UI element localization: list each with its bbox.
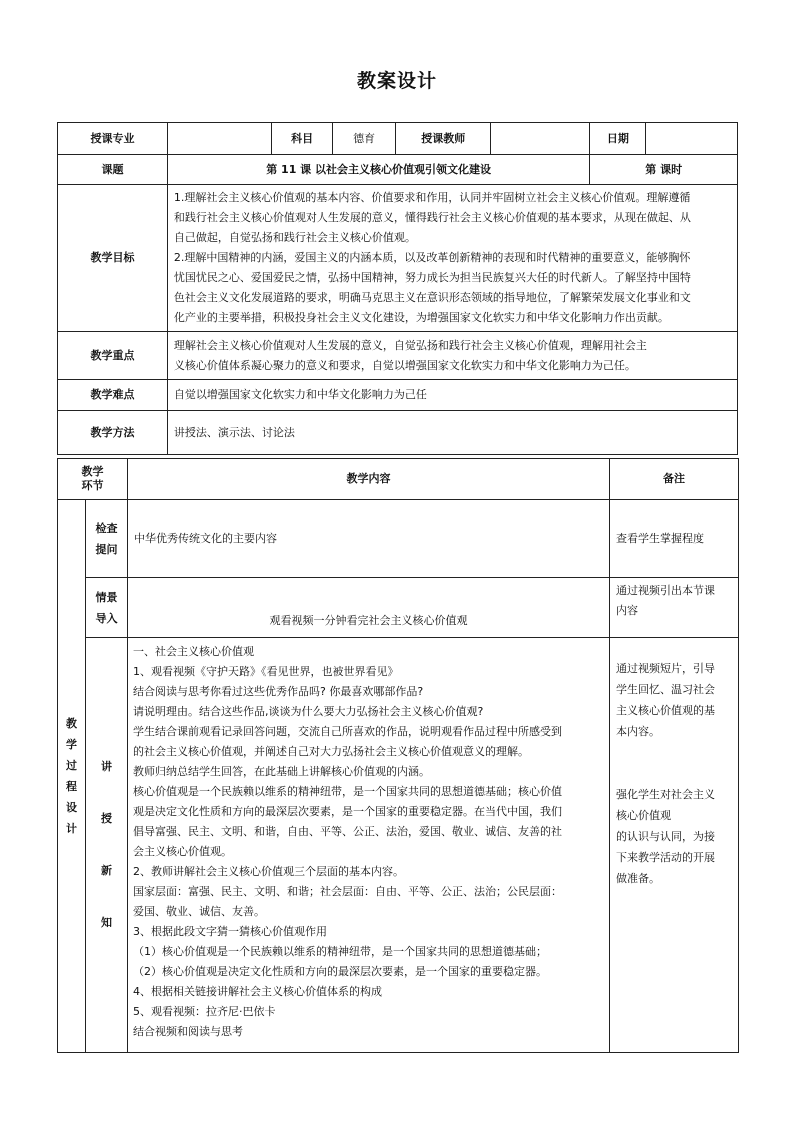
process-char: 过 xyxy=(66,759,77,772)
content-line: 2、教师讲解社会主义核心价值观三个层面的基本内容。 xyxy=(133,865,404,878)
goals-line: 忧国忧民之心、爱国爱民之情，弘扬中国精神，努力成长为担当民族复兴大任的时代新人。了解坚持中国特 xyxy=(173,271,691,284)
goals-line: 化产业的主要举措，积极投身社会主义文化建设，为增强国家文化软实力和中华文化影响力作出贡献。 xyxy=(173,311,669,324)
content-line: 国家层面：富强、民主、文明、和谐；社会层面：自由、平等、公正、法治；公民层面： xyxy=(133,885,562,898)
new-knowledge-content xyxy=(128,638,610,1053)
content-line: 4、根据相关链接讲解社会主义核心价值体系的构成 xyxy=(133,985,382,998)
methods-value: 讲授法、演示法、讨论法 xyxy=(167,411,737,455)
content-line: 核心价值观是一个民族赖以维系的精神纽带，是一个国家共同的思想道德基础；核心价值 xyxy=(133,785,562,798)
subject-value: 德育 xyxy=(332,123,396,155)
key-points-content xyxy=(167,332,737,380)
goals-line: 2.理解中国精神的内涵，爱国主义的内涵本质，以及改革创新精神的表现和时代精神的重要意义，能够胸怀 xyxy=(173,251,691,264)
date-label: 日期 xyxy=(590,123,646,155)
process-char: 学 xyxy=(66,738,77,751)
note-line: 通过视频短片，引导 xyxy=(616,662,715,675)
teacher-value xyxy=(491,123,590,155)
content-header: 教学内容 xyxy=(128,459,610,500)
goals-line: 色社会主义文化发展道路的要求，明确马克思主义在意识形态领域的指导地位，了解繁荣发展文化事业和文 xyxy=(173,291,691,304)
notes-header: 备注 xyxy=(610,459,739,500)
stage-header-line: 教学 xyxy=(81,465,104,478)
teacher-label: 授课教师 xyxy=(396,123,491,155)
key-points-line: 理解社会主义核心价值观对人生发展的意义，自觉弘扬和践行社会主义核心价值观，理解用社会主 xyxy=(173,338,647,352)
methods-label: 教学方法 xyxy=(58,411,168,455)
page-title: 教案设计 xyxy=(356,70,437,92)
content-line: 请说明理由。结合这些作品,谈谈为什么要大力弘扬社会主义核心价值观? xyxy=(133,705,484,718)
content-line: 5、观看视频：拉齐尼·巴依卡 xyxy=(133,1005,276,1018)
major-label: 授课专业 xyxy=(58,123,168,155)
teaching-process-table xyxy=(57,458,739,1053)
check-content: 中华优秀传统文化的主要内容 xyxy=(128,500,610,578)
note-line: 核心价值观 xyxy=(616,809,671,822)
content-line: （1）核心价值观是一个民族赖以维系的精神纽带，是一个国家共同的思想道德基础； xyxy=(133,945,547,958)
difficulties-label: 教学难点 xyxy=(58,380,168,411)
content-line: 观是决定文化性质和方向的最深层次要素，是一个国家的重要稳定器。在当代中国，我们 xyxy=(133,805,562,818)
stage-header xyxy=(58,459,128,500)
lesson-info-table xyxy=(57,122,738,455)
new-knowledge-char: 授 xyxy=(101,812,112,825)
content-line: 3、根据此段文字猜一猜核心价值观作用 xyxy=(133,925,327,938)
check-note: 查看学生掌握程度 xyxy=(610,500,739,578)
difficulties-value: 自觉以增强国家文化软实力和中华文化影响力为己任 xyxy=(167,380,737,411)
content-line: 会主义核心价值观。 xyxy=(133,845,232,858)
intro-note-line: 内容 xyxy=(616,604,638,617)
goals-line: 自己做起，自觉弘扬和践行社会主义核心价值观。 xyxy=(173,231,416,244)
note-line: 做准备。 xyxy=(616,872,660,885)
goals-label: 教学目标 xyxy=(58,185,168,332)
intro-note-line: 通过视频引出本节课 xyxy=(616,584,715,597)
check-label-line: 提问 xyxy=(95,542,118,556)
goals-content xyxy=(167,185,737,332)
major-value xyxy=(167,123,272,155)
process-char: 教 xyxy=(66,717,77,730)
new-knowledge-char: 新 xyxy=(101,864,112,877)
intro-note xyxy=(610,578,739,638)
new-knowledge-label xyxy=(86,638,128,1053)
key-points-line: 义核心价值体系凝心聚力的意义和要求，自觉以增强国家文化软实力和中华文化影响力为己任。 xyxy=(173,358,636,372)
content-line: 结合视频和阅读与思考 xyxy=(133,1025,243,1038)
check-label-line: 检查 xyxy=(95,521,118,535)
note-line: 强化学生对社会主义 xyxy=(616,788,715,801)
date-value xyxy=(646,123,738,155)
topic-label: 课题 xyxy=(58,155,168,185)
key-points-label: 教学重点 xyxy=(58,332,168,380)
content-line: 一、社会主义核心价值观 xyxy=(133,645,254,658)
note-line: 学生回忆、温习社会 xyxy=(616,683,715,696)
content-line: 的社会主义核心价值观，并阐述自己对大力弘扬社会主义核心价值观意义的理解。 xyxy=(133,745,529,758)
intro-label-line: 导入 xyxy=(95,611,118,625)
process-char: 程 xyxy=(66,780,77,793)
intro-label xyxy=(86,578,128,638)
process-design-label xyxy=(58,500,86,1053)
check-label xyxy=(86,500,128,578)
topic-hours: 第 课时 xyxy=(590,155,738,185)
process-char: 设 xyxy=(66,801,77,814)
content-line: 学生结合课前观看记录回答问题，交流自己所喜欢的作品，说明观看作品过程中所感受到 xyxy=(133,725,562,738)
content-line: 爱国、敬业、诚信、友善。 xyxy=(133,905,265,918)
stage-header-line: 环节 xyxy=(81,479,104,492)
content-line: 倡导富强、民主、文明、和谐，自由、平等、公正、法治，爱国、敬业、诚信、友善的社 xyxy=(133,825,562,838)
new-knowledge-char: 讲 xyxy=(101,760,112,773)
intro-label-line: 情景 xyxy=(95,590,118,604)
process-char: 计 xyxy=(66,822,77,835)
content-line: 1、观看视频《守护天路》《看见世界，也被世界看见》 xyxy=(133,665,399,678)
note-line: 主义核心价值观的基 xyxy=(616,704,715,717)
new-knowledge-char: 知 xyxy=(101,916,112,929)
goals-line: 1.理解社会主义核心价值观的基本内容、价值要求和作用，认同并牢固树立社会主义核心价值观。理解遵循 xyxy=(173,191,691,204)
goals-line: 和践行社会主义核心价值观对人生发展的意义，懂得践行社会主义核心价值观的基本要求，从现在做起、从 xyxy=(173,211,691,224)
content-line: 教师归纳总结学生回答，在此基础上讲解核心价值观的内涵。 xyxy=(133,765,430,778)
content-line: （2）核心价值观是决定文化性质和方向的最深层次要素，是一个国家的重要稳定器。 xyxy=(133,965,547,978)
note-line: 本内容。 xyxy=(616,725,660,738)
subject-label: 科目 xyxy=(272,123,332,155)
topic-value: 第 11 课 以社会主义核心价值观引领文化建设 xyxy=(167,155,589,185)
content-line: 结合阅读与思考你看过这些优秀作品吗? 你最喜欢哪部作品? xyxy=(133,685,424,698)
note-line: 的认识与认同，为接 xyxy=(616,830,715,843)
intro-content xyxy=(128,578,610,638)
note-line: 下来教学活动的开展 xyxy=(616,851,715,864)
new-knowledge-notes xyxy=(610,638,739,1053)
intro-content-text: 观看视频一分钟看完社会主义核心价值观 xyxy=(269,614,468,627)
